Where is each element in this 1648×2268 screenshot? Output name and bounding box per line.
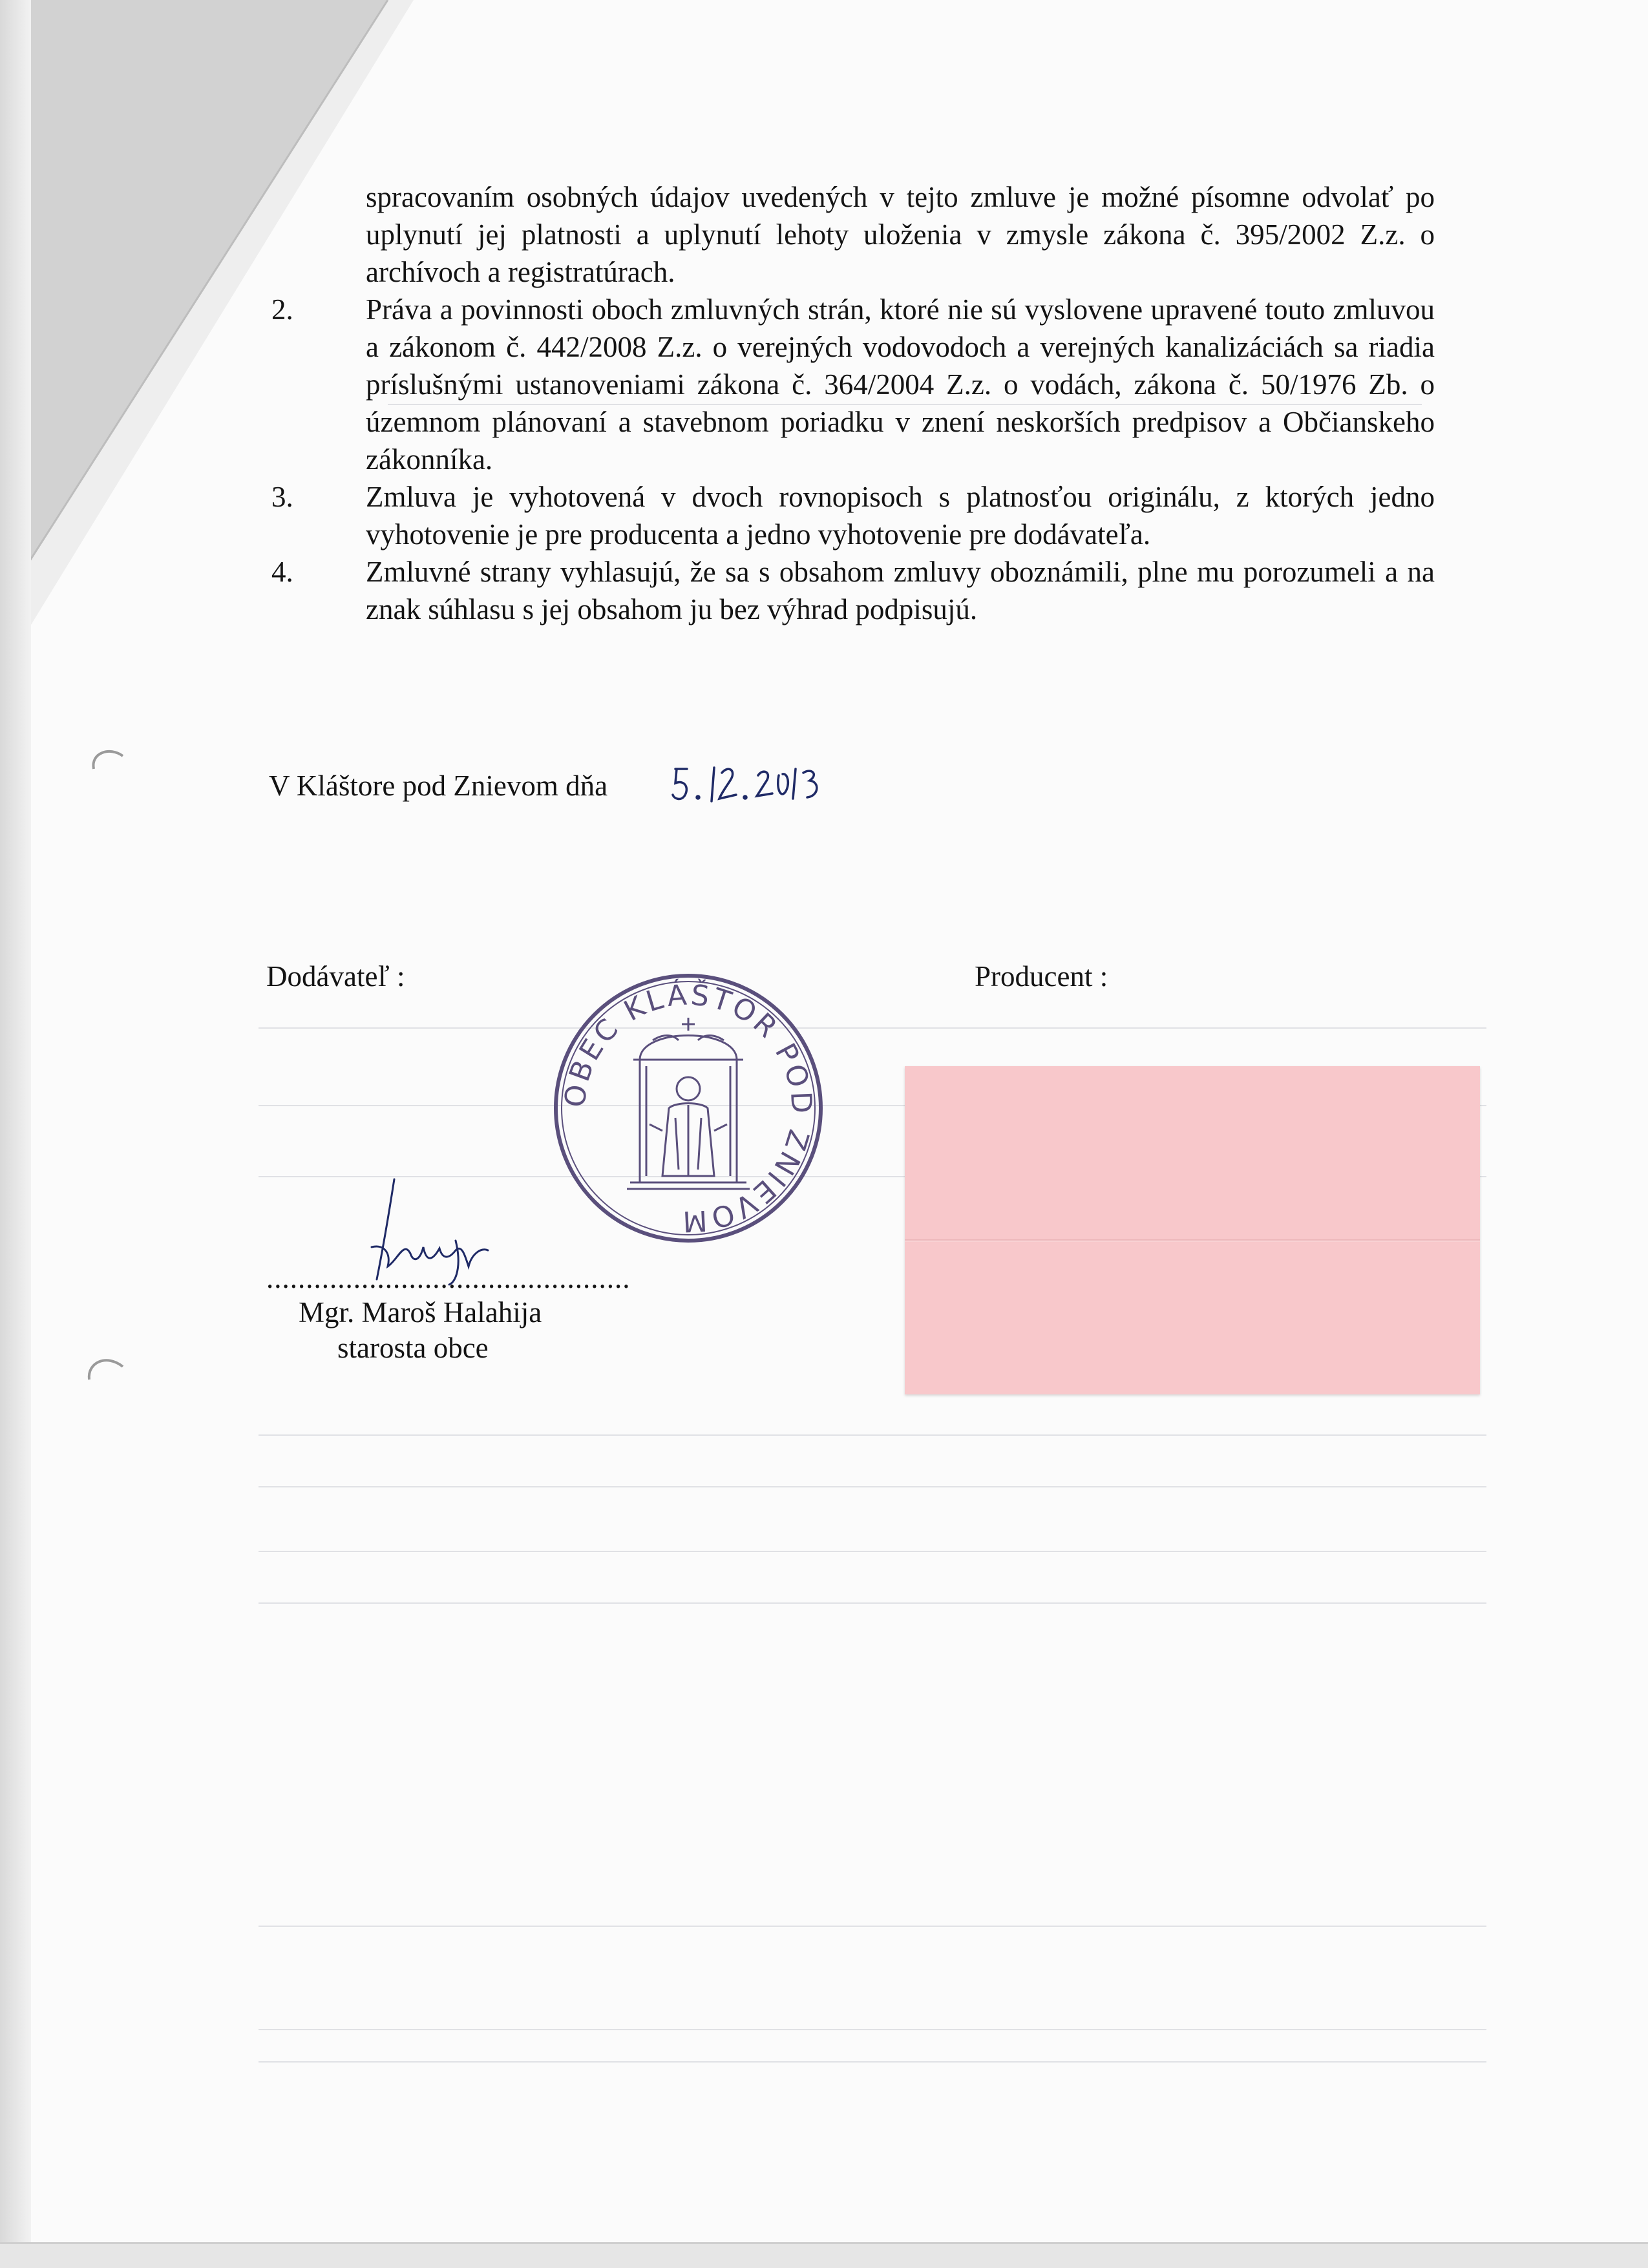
clause-2 bbox=[271, 291, 1435, 478]
signatory-role: starosta obce bbox=[337, 1332, 489, 1364]
bleed-through-line bbox=[259, 1486, 1486, 1487]
bleed-through-line bbox=[259, 1602, 1486, 1604]
paragraph-continuation: spracovaním osobných údajov uvedených v tejto zmluve je možné písomne odvolať po uplynutí jej platnosti a uplynutí lehoty uloženia v zmysle zákona č. 395/2002 Z.z. o archívoch a registratúrach. bbox=[366, 181, 1435, 288]
redaction-sticker bbox=[905, 1066, 1480, 1394]
clause-text: Zmluvné strany vyhlasujú, že sa s obsahom zmluvy oboznámili, plne mu porozumeli a na znak súhlasu s jej obsahom ju bez výhrad podpisujú. bbox=[366, 556, 1435, 625]
producer-label: Producent : bbox=[975, 960, 1108, 992]
municipal-stamp bbox=[549, 969, 827, 1247]
bleed-through-line bbox=[259, 2029, 1486, 2030]
clause-text: Práva a povinnosti oboch zmluvných strán, ktoré nie sú vyslovene upravené touto zmluvou a zákonom č. 442/2008 Z.z. o verejných vodovodoch a verejných kanalizáciách sa riadia príslušnými ustanoveniami zákona č. 364/2004 Z.z. o vodách, zákona č. 50/1976 Zb. o územnom plánovaní a stavebnom poriadku v znení neskorších predpisov a Občianskeho zákonníka. bbox=[366, 293, 1435, 476]
signature-line: .............................................. bbox=[266, 1262, 631, 1294]
clause-number: 3. bbox=[271, 481, 293, 513]
clause-4 bbox=[271, 553, 1435, 628]
punch-hole-bottom bbox=[84, 1350, 129, 1396]
bleed-through-line bbox=[259, 2061, 1486, 2063]
scan-bottom-edge bbox=[0, 2242, 1648, 2268]
signatory-name: Mgr. Maroš Halahija bbox=[299, 1296, 542, 1328]
supplier-label: Dodávateľ : bbox=[266, 960, 405, 992]
clause-number: 2. bbox=[271, 293, 293, 326]
bleed-through-line bbox=[259, 1434, 1486, 1436]
clause-number: 4. bbox=[271, 556, 293, 588]
place-date: V Kláštore pod Znievom dňa bbox=[269, 770, 608, 802]
handwritten-date bbox=[669, 756, 837, 808]
sticker-fold bbox=[905, 1239, 1480, 1242]
clause-text: Zmluva je vyhotovená v dvoch rovnopisoch s platnosťou originálu, z ktorých jedno vyhotovenie je pre producenta a jedno vyhotovenie pre dodávateľa. bbox=[366, 481, 1435, 551]
contract-text bbox=[271, 178, 1435, 628]
bleed-through-line bbox=[259, 1926, 1486, 1927]
stamp-text: OBEC KLÁŠTOR POD ZNIEVOM bbox=[558, 978, 818, 1238]
scan-edge bbox=[0, 0, 31, 2266]
bleed-through-line bbox=[259, 1551, 1486, 1552]
punch-hole-top bbox=[87, 743, 132, 788]
bleed-through-line bbox=[259, 1027, 1486, 1029]
clause-3 bbox=[271, 478, 1435, 553]
